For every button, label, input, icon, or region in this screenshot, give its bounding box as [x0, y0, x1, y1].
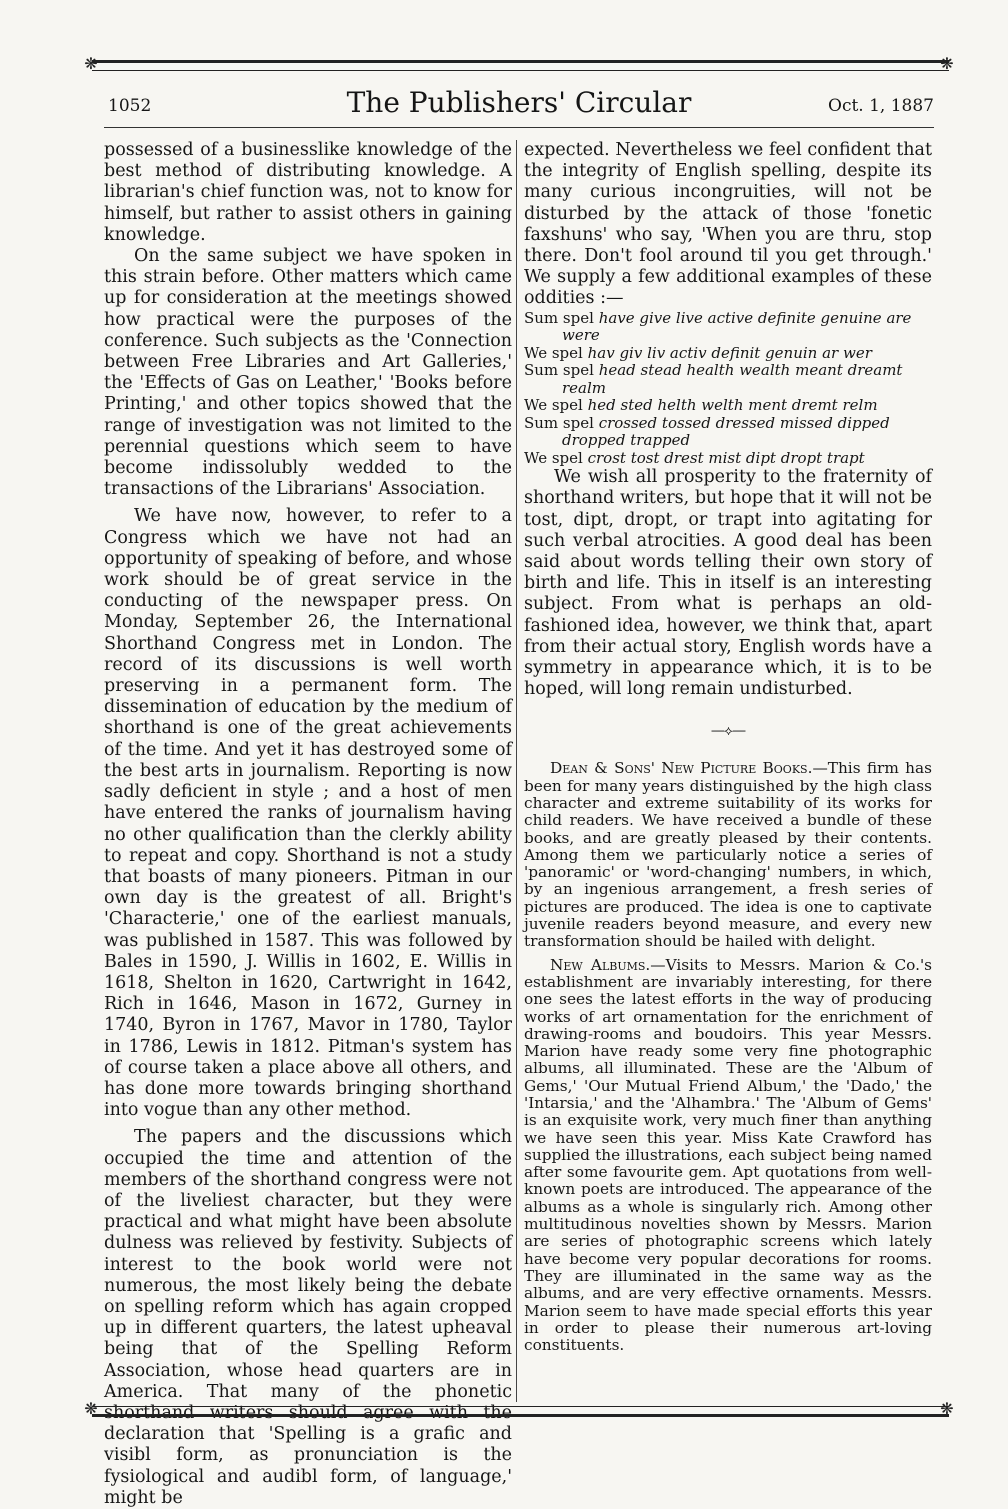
- section-divider-ornament-icon: —⟡—: [710, 723, 746, 740]
- running-header: [104, 86, 934, 126]
- column-divider: [516, 140, 517, 1402]
- paragraph: We wish all prosperity to the fraternity of shorthand writers, but hope that it will not be tost, dipt, dropt, or trapt into agitating for such verbal atrocities. A good deal has been said about words telling their own story of birth and life. This in itself is an interesting subject. From what is perhaps an old-fashioned idea, however, we think that, apart from their actual story, English words have a symmetry in appearance which, it is to be hoped, will long remain undisturbed.: [524, 467, 932, 700]
- spelling-words: hav giv liv activ definit genuin ar wer: [587, 343, 872, 362]
- spelling-examples: [524, 310, 932, 468]
- paragraph: On the same subject we have spoken in this strain before. Other matters which came up for consideration at the meetings showed how practical were the purposes of the conference. Such subjects as the 'Connection between Free Libraries and Art Galleries,' the 'Effects of Gas on Leather,' 'Books before Printing,' and other topics showed that the range of investigation was not limited to the perennial questions which seem to have become indissolubly wedded to the transactions of the Librarians' Association.: [104, 246, 512, 500]
- notice-body: —This firm has been for many years distinguished by the high class character and extreme suitability of its works for child readers. We have received a bundle of these books, and are greatly pleased by their contents. Among them we particularly notice a series of 'panoramic' or 'word-changing' numbers, in which, by an ingenious arrangement, a fresh series of pictures are produced. The idea is one to captivate juvenile readers beyond measure, and every new transformation should be hailed with delight.: [524, 759, 932, 951]
- spelling-label: We spel: [524, 396, 583, 415]
- spelling-label: Sum spel: [524, 413, 594, 432]
- spelling-label: We spel: [524, 343, 583, 362]
- spelling-label: Sum spel: [524, 361, 594, 380]
- page-number: 1052: [108, 96, 152, 116]
- spelling-words: crost tost drest mist dipt dropt trapt: [587, 448, 865, 467]
- spelling-label: Sum spel: [524, 308, 594, 327]
- paragraph: The papers and the discussions which occupied the time and attention of the members of the shorthand congress were not of the liveliest character, but they were practical and what might have been absolute dulness was relieved by festivity. Subjects of interest to the book world were not numerous, the most likely being the debate on spelling reform which has again cropped up in different quarters, the latest upheaval being that of the Spelling Reform Association, whose head quarters are in America. That many of the phonetic shorthand writers should agree with the declaration that 'Spelling is a grafic and visibl form, as pronunciation is the fysiological and audibl form, of language,' might be: [104, 1127, 512, 1508]
- spelling-words: have give live active definite genuine are were: [562, 308, 912, 345]
- spelling-words: crossed tossed dressed missed dipped dropped trapped: [562, 413, 890, 450]
- notice-heading: Dean & Sons' New Picture Books.: [550, 759, 813, 778]
- spelling-example-row: [524, 362, 932, 397]
- spelling-example-row: [524, 345, 932, 363]
- paragraph: We have now, however, to refer to a Congress which we have not had an opportunity of speaking of before, and whose work should be of great service in the conducting of the newspaper press. On Monday, September 26, the International Shorthand Congress met in London. The record of its discussions is well worth preserving in a permanent form. The dissemination of education by the medium of shorthand is one of the great achievements of the time. And yet it has destroyed some of the best arts in journalism. Reporting is now sadly deficient in style ; and a host of men have entered the ranks of journalism having no other qualification than the clerkly ability to repeat and copy. Shorthand is not a study that boasts of many pioneers. Pitman in our own day is the greatest of all. Bright's 'Characterie,' one of the earliest manuals, was published in 1587. This was followed by Bales in 1590, J. Willis in 1602, E. Willis in 1618, Shelton in 1620, Cartwright in 1642, Rich in 1646, Mason in 1672, Gurney in 1740, Byron in 1767, Mavor in 1780, Taylor in 1786, Lewis in 1812. Pitman's system has of course taken a place above all others, and has done more towards bringing shorthand into vogue than any other method.: [104, 506, 512, 1121]
- spelling-example-row: [524, 397, 932, 415]
- corner-ornament-icon: ❋: [940, 1399, 954, 1418]
- notice-body: —Visits to Messrs. Marion & Co.'s establishment are invariably interesting, for there one sees the latest efforts in the way of producing works of art ornamentation for the enrichment of drawing-rooms and boudoirs. This year Messrs. Marion have ready some very fine photographic albums, all illuminated. These are the 'Album of Gems,' 'Our Mutual Friend Album,' the 'Dado,' the 'Intarsia,' and the 'Alhambra.' The 'Album of Gems' is an exquisite work, very much finer than anything we have seen this year. Miss Kate Crawford has supplied the illustrations, each subject being named after some favourite gem. Apt quotations from well-known poets are introduced. The appearance of the albums as a whole is singularly rich. Among other multitudinous novelties shown by Messrs. Marion are series of photographic screens which lately have become very popular decorations for rooms. They are illuminated in the same way as the albums, and are very effective ornaments. Messrs. Marion seem to have made special efforts this year in order to please their numerous art-loving constituents.: [524, 955, 933, 1355]
- header-rule: [104, 127, 934, 128]
- spelling-words: head stead health wealth meant dreamt realm: [562, 361, 903, 397]
- left-column: [104, 140, 512, 1509]
- corner-ornament-icon: ❋: [84, 54, 98, 73]
- issue-date: Oct. 1, 1887: [828, 96, 934, 116]
- right-column: [524, 140, 932, 1354]
- notice-dean-sons: [524, 760, 932, 950]
- journal-title: The Publishers' Circular: [346, 86, 692, 119]
- top-border-rule: [92, 60, 949, 71]
- spelling-label: We spel: [524, 448, 583, 467]
- paragraph: possessed of a businesslike knowledge of the best method of distributing knowledge. A librarian's chief function was, not to know for himself, but rather to assist others in gaining knowledge.: [104, 140, 512, 245]
- spelling-example-row: [524, 450, 932, 468]
- notice-heading: New Albums.: [550, 955, 651, 974]
- corner-ornament-icon: ❋: [940, 54, 954, 73]
- paragraph: expected. Nevertheless we feel confident that the integrity of English spelling, despite its many curious incongruities, will not be disturbed by the attack of those 'fonetic faxshuns' who say, 'When you are thru, stop there. Don't fool around til you get through.' We supply a few additional examples of these oddities :—: [524, 140, 932, 309]
- corner-ornament-icon: ❋: [84, 1399, 98, 1418]
- spelling-example-row: [524, 415, 932, 450]
- spelling-example-row: [524, 310, 932, 345]
- notice-new-albums: [524, 957, 932, 1355]
- spelling-words: hed sted helth welth ment dremt relm: [587, 396, 878, 415]
- bottom-border-rule: [92, 1406, 949, 1417]
